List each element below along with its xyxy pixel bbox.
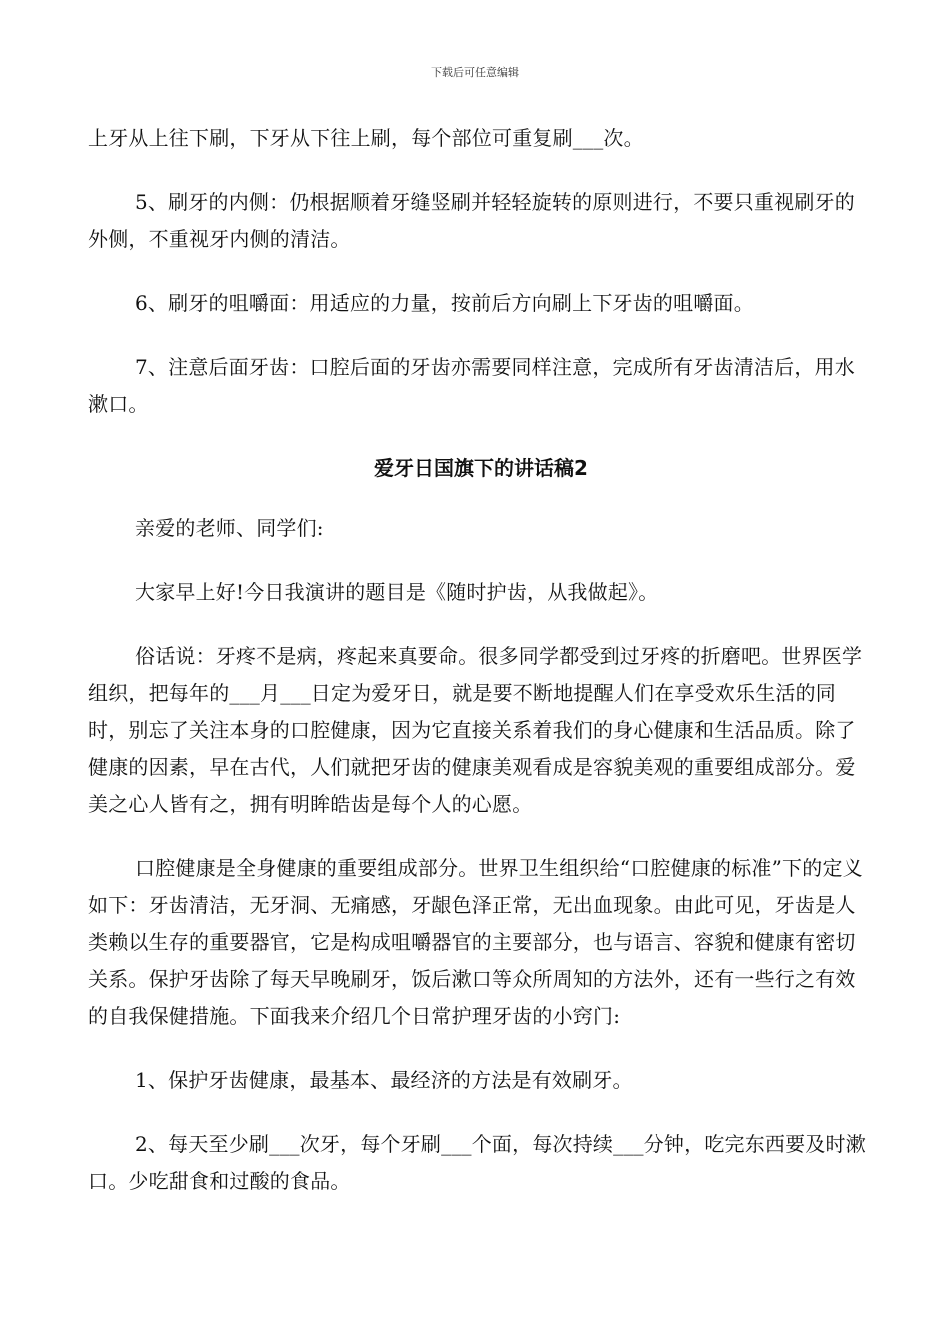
page-header-note: 下载后可任意编辑 (431, 66, 519, 79)
paragraph-greeting: 亲爱的老师、同学们: (135, 516, 324, 540)
paragraph-tip-1: 1、保护牙齿健康，最基本、最经济的方法是有效刷牙。 (135, 1068, 633, 1092)
paragraph-intro: 大家早上好!今日我演讲的题目是《随时护齿，从我做起》。 (135, 580, 659, 604)
paragraph-back-teeth: 7、注意后面牙齿：口腔后面的牙齿亦需要同样注意，完成所有牙齿清洁后，用水漱口。 (88, 355, 855, 416)
paragraph-brush-direction: 上牙从上往下刷，下牙从下往上刷，每个部位可重复刷___次。 (88, 126, 644, 150)
paragraph-brush-inner: 5、刷牙的内侧：仍根据顺着牙缝竖刷并轻轻旋转的原则进行，不要只重视刷牙的外侧，不重视牙内侧的清洁。 (88, 190, 855, 251)
paragraph-oral-health: 口腔健康是全身健康的重要组成部分。世界卫生组织给“口腔健康的标准”下的定义如下：牙齿清洁，无牙洞、无痛感，牙龈色泽正常，无出血现象。由此可见，牙齿是人类赖以生存的重要器官，它是构成咀嚼器官的主要部分，也与语言、容貌和健康有密切关系。保护牙齿除了每天早晚刷牙，饭后漱口等众所周知的方法外，还有一些行之有效的自我保健措施。下面我来介绍几个日常护理牙齿的小窍门: (88, 856, 863, 1028)
document-body (88, 120, 874, 1227)
paragraph-toothache: 俗话说：牙疼不是病，疼起来真要命。很多同学都受到过牙疼的折磨吧。世界医学组织，把每年的___月___日定为爱牙日，就是要不断地提醒人们在享受欢乐生活的同时，别忘了关注本身的口腔健康，因为它直接关系着我们的身心健康和生活品质。除了健康的因素，早在古代，人们就把牙齿的健康美观看成是容貌美观的重要组成部分。爱美之心人皆有之，拥有明眸皓齿是每个人的心愿。 (88, 644, 863, 816)
paragraph-brush-chewing: 6、刷牙的咀嚼面：用适应的力量，按前后方向刷上下牙齿的咀嚼面。 (135, 291, 754, 315)
paragraph-tip-2: 2、每天至少刷___次牙，每个牙刷___个面，每次持续___分钟，吃完东西要及时漱口。少吃甜食和过酸的食品。 (88, 1132, 866, 1193)
section-title: 爱牙日国旗下的讲话稿2 (374, 456, 588, 480)
